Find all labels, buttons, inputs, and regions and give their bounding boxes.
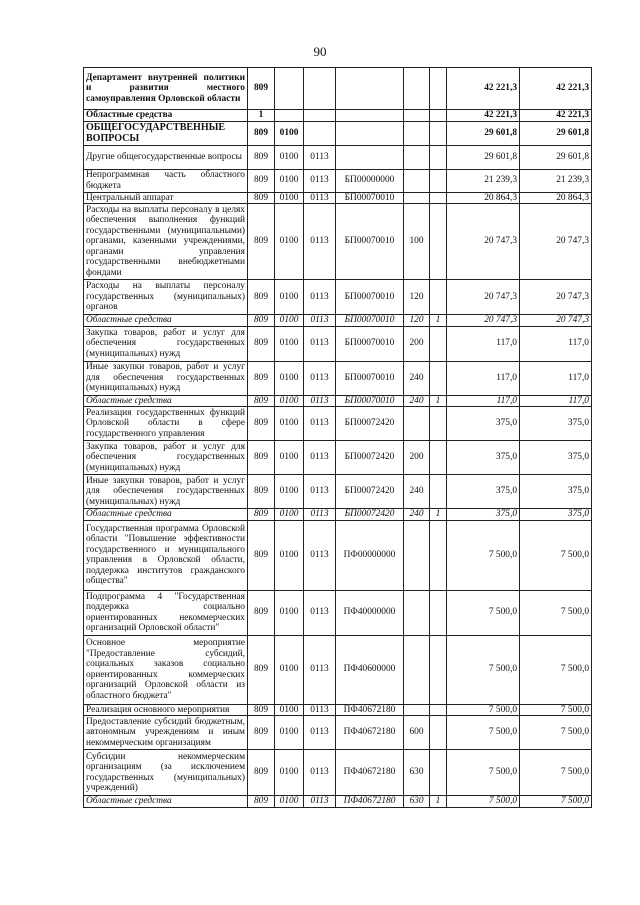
row-sum-2: 7 500,0 xyxy=(520,750,592,796)
row-sum-1: 20 864,3 xyxy=(447,192,520,204)
row-sum-2: 20 864,3 xyxy=(520,192,592,204)
row-sum-2: 375,0 xyxy=(520,441,592,475)
row-rz: 0100 xyxy=(275,407,304,441)
row-vr xyxy=(404,192,430,204)
row-cs: БП00072420 xyxy=(336,441,404,475)
row-name: Другие общегосударственные вопросы xyxy=(84,145,248,169)
row-rz: 0100 xyxy=(275,509,304,521)
row-src xyxy=(430,145,447,169)
row-cs: БП00072420 xyxy=(336,509,404,521)
table-row xyxy=(84,145,592,169)
row-pr: 0113 xyxy=(304,169,336,192)
row-pr: 0113 xyxy=(304,315,336,327)
row-sum-1: 20 747,3 xyxy=(447,280,520,315)
table-row xyxy=(84,520,592,590)
row-pr: 0113 xyxy=(304,635,336,704)
row-sum-2: 20 747,3 xyxy=(520,315,592,327)
row-vr xyxy=(404,704,430,716)
row-ved: 809 xyxy=(248,475,275,509)
row-rz: 0100 xyxy=(275,590,304,635)
row-rz: 0100 xyxy=(275,704,304,716)
row-sum-1: 20 747,3 xyxy=(447,204,520,280)
row-ved: 1 xyxy=(248,110,275,122)
row-rz: 0100 xyxy=(275,169,304,192)
row-sum-1: 375,0 xyxy=(447,475,520,509)
table-row xyxy=(84,280,592,315)
row-sum-1: 29 601,8 xyxy=(447,145,520,169)
row-cs: БП00070010 xyxy=(336,280,404,315)
row-vr: 240 xyxy=(404,509,430,521)
row-ved: 809 xyxy=(248,361,275,395)
row-ved: 809 xyxy=(248,407,275,441)
row-cs xyxy=(336,145,404,169)
row-src: 1 xyxy=(430,315,447,327)
row-src: 1 xyxy=(430,395,447,407)
row-vr: 240 xyxy=(404,395,430,407)
row-ved: 809 xyxy=(248,326,275,361)
row-sum-2: 7 500,0 xyxy=(520,520,592,590)
row-cs: ПФ40672180 xyxy=(336,750,404,796)
row-rz: 0100 xyxy=(275,204,304,280)
row-ved: 809 xyxy=(248,796,275,808)
row-pr: 0113 xyxy=(304,750,336,796)
row-sum-2: 20 747,3 xyxy=(520,280,592,315)
table-row xyxy=(84,326,592,361)
row-sum-1: 117,0 xyxy=(447,326,520,361)
row-name: Областные средства xyxy=(84,315,248,327)
row-cs: ПФ40672180 xyxy=(336,796,404,808)
row-ved: 809 xyxy=(248,704,275,716)
row-vr xyxy=(404,635,430,704)
row-rz: 0100 xyxy=(275,121,304,145)
table-row xyxy=(84,407,592,441)
row-sum-1: 7 500,0 xyxy=(447,716,520,750)
row-src xyxy=(430,169,447,192)
row-sum-1: 7 500,0 xyxy=(447,704,520,716)
row-cs: БП00070010 xyxy=(336,192,404,204)
row-cs: БП00072420 xyxy=(336,475,404,509)
row-vr: 100 xyxy=(404,204,430,280)
row-name: Подпрограмма 4 "Государственная поддержка социально ориентированных некоммерческих организаций Орловской области" xyxy=(84,590,248,635)
row-vr: 600 xyxy=(404,716,430,750)
row-name: ОБЩЕГОСУДАРСТВЕННЫЕ ВОПРОСЫ xyxy=(84,121,248,145)
table-row xyxy=(84,796,592,808)
table-row xyxy=(84,110,592,122)
table-row xyxy=(84,315,592,327)
row-src xyxy=(430,520,447,590)
row-rz xyxy=(275,68,304,110)
table-row xyxy=(84,121,592,145)
row-rz: 0100 xyxy=(275,326,304,361)
row-sum-2: 375,0 xyxy=(520,475,592,509)
row-cs: ПФ40672180 xyxy=(336,704,404,716)
row-pr xyxy=(304,110,336,122)
row-sum-1: 7 500,0 xyxy=(447,590,520,635)
row-sum-1: 42 221,3 xyxy=(447,110,520,122)
row-rz xyxy=(275,110,304,122)
row-sum-2: 42 221,3 xyxy=(520,68,592,110)
table-row xyxy=(84,750,592,796)
row-src xyxy=(430,750,447,796)
table-row xyxy=(84,590,592,635)
row-cs: ПФ00000000 xyxy=(336,520,404,590)
row-cs xyxy=(336,121,404,145)
row-rz: 0100 xyxy=(275,635,304,704)
row-sum-1: 42 221,3 xyxy=(447,68,520,110)
row-sum-1: 7 500,0 xyxy=(447,520,520,590)
row-cs: БП00070010 xyxy=(336,204,404,280)
row-src xyxy=(430,475,447,509)
row-src xyxy=(430,326,447,361)
row-vr xyxy=(404,590,430,635)
table-row xyxy=(84,441,592,475)
table-row xyxy=(84,68,592,110)
row-rz: 0100 xyxy=(275,796,304,808)
row-vr: 630 xyxy=(404,750,430,796)
row-cs: БП00070010 xyxy=(336,361,404,395)
row-sum-2: 7 500,0 xyxy=(520,635,592,704)
row-name: Закупка товаров, работ и услуг для обеспечения государственных (муниципальных) нужд xyxy=(84,326,248,361)
row-cs: ПФ40000000 xyxy=(336,590,404,635)
row-name: Центральный аппарат xyxy=(84,192,248,204)
row-cs: ПФ40600000 xyxy=(336,635,404,704)
row-pr: 0113 xyxy=(304,475,336,509)
row-ved: 809 xyxy=(248,716,275,750)
row-cs: БП00070010 xyxy=(336,326,404,361)
row-name: Основное мероприятие "Предоставление субсидий, социальных заказов социально ориентированных коммерческих организаций Орловской области из областного бюджета" xyxy=(84,635,248,704)
row-vr xyxy=(404,121,430,145)
row-sum-1: 7 500,0 xyxy=(447,635,520,704)
row-sum-2: 42 221,3 xyxy=(520,110,592,122)
row-sum-2: 7 500,0 xyxy=(520,796,592,808)
table-row xyxy=(84,192,592,204)
row-pr: 0113 xyxy=(304,204,336,280)
row-rz: 0100 xyxy=(275,441,304,475)
row-pr: 0113 xyxy=(304,395,336,407)
row-ved: 809 xyxy=(248,169,275,192)
row-rz: 0100 xyxy=(275,315,304,327)
row-name: Субсидии некоммерческим организациям (за исключением государственных (муниципальных) учреждений) xyxy=(84,750,248,796)
row-pr: 0113 xyxy=(304,796,336,808)
row-sum-1: 7 500,0 xyxy=(447,796,520,808)
table-row xyxy=(84,204,592,280)
row-src xyxy=(430,716,447,750)
row-rz: 0100 xyxy=(275,395,304,407)
row-ved: 809 xyxy=(248,315,275,327)
row-ved: 809 xyxy=(248,520,275,590)
row-ved: 809 xyxy=(248,635,275,704)
row-cs xyxy=(336,110,404,122)
row-ved: 809 xyxy=(248,204,275,280)
row-ved: 809 xyxy=(248,192,275,204)
row-name: Иные закупки товаров, работ и услуг для обеспечения государственных (муниципальных) нужд xyxy=(84,475,248,509)
row-name: Областные средства xyxy=(84,796,248,808)
row-src xyxy=(430,121,447,145)
row-sum-2: 117,0 xyxy=(520,395,592,407)
row-vr xyxy=(404,145,430,169)
row-sum-1: 117,0 xyxy=(447,361,520,395)
row-rz: 0100 xyxy=(275,192,304,204)
table-row xyxy=(84,361,592,395)
row-pr: 0113 xyxy=(304,520,336,590)
row-cs: ПФ40672180 xyxy=(336,716,404,750)
row-ved: 809 xyxy=(248,395,275,407)
row-sum-1: 20 747,3 xyxy=(447,315,520,327)
row-src xyxy=(430,280,447,315)
row-name: Иные закупки товаров, работ и услуг для обеспечения государственных (муниципальных) нужд xyxy=(84,361,248,395)
budget-table xyxy=(83,67,592,808)
row-vr: 120 xyxy=(404,315,430,327)
row-sum-2: 117,0 xyxy=(520,326,592,361)
row-cs: БП00000000 xyxy=(336,169,404,192)
row-pr xyxy=(304,121,336,145)
row-pr: 0113 xyxy=(304,441,336,475)
row-name: Государственная программа Орловской области "Повышение эффективности государственного и муниципального управления в Орловской области, поддержка институтов гражданского общества" xyxy=(84,520,248,590)
row-rz: 0100 xyxy=(275,475,304,509)
row-src xyxy=(430,110,447,122)
row-vr: 120 xyxy=(404,280,430,315)
row-sum-1: 375,0 xyxy=(447,441,520,475)
row-pr: 0113 xyxy=(304,704,336,716)
row-sum-2: 7 500,0 xyxy=(520,716,592,750)
row-name: Расходы на выплаты персоналу государственных (муниципальных) органов xyxy=(84,280,248,315)
table-row xyxy=(84,395,592,407)
row-sum-2: 375,0 xyxy=(520,509,592,521)
row-name: Реализация основного мероприятия xyxy=(84,704,248,716)
row-pr: 0113 xyxy=(304,145,336,169)
table-row xyxy=(84,716,592,750)
row-name: Областные средства xyxy=(84,395,248,407)
row-ved: 809 xyxy=(248,121,275,145)
row-vr xyxy=(404,520,430,590)
row-pr: 0113 xyxy=(304,509,336,521)
row-cs xyxy=(336,68,404,110)
row-ved: 809 xyxy=(248,68,275,110)
row-pr: 0113 xyxy=(304,280,336,315)
row-sum-2: 117,0 xyxy=(520,361,592,395)
table-row xyxy=(84,169,592,192)
row-vr: 630 xyxy=(404,796,430,808)
row-vr: 200 xyxy=(404,326,430,361)
row-src xyxy=(430,590,447,635)
row-cs: БП00070010 xyxy=(336,315,404,327)
row-ved: 809 xyxy=(248,509,275,521)
table-row xyxy=(84,475,592,509)
row-vr: 200 xyxy=(404,441,430,475)
row-src xyxy=(430,407,447,441)
row-name: Предоставление субсидий бюджетным, автономным учреждениям и иным некоммерческим организациям xyxy=(84,716,248,750)
row-rz: 0100 xyxy=(275,520,304,590)
row-sum-2: 29 601,8 xyxy=(520,121,592,145)
row-pr: 0113 xyxy=(304,716,336,750)
table-row xyxy=(84,509,592,521)
row-vr xyxy=(404,68,430,110)
row-sum-2: 375,0 xyxy=(520,407,592,441)
row-src xyxy=(430,361,447,395)
row-vr xyxy=(404,110,430,122)
row-sum-2: 7 500,0 xyxy=(520,704,592,716)
row-sum-2: 29 601,8 xyxy=(520,145,592,169)
row-pr: 0113 xyxy=(304,192,336,204)
row-src xyxy=(430,441,447,475)
row-sum-1: 375,0 xyxy=(447,509,520,521)
row-src xyxy=(430,68,447,110)
row-pr xyxy=(304,68,336,110)
row-pr: 0113 xyxy=(304,326,336,361)
row-ved: 809 xyxy=(248,441,275,475)
row-rz: 0100 xyxy=(275,280,304,315)
row-src xyxy=(430,704,447,716)
row-vr: 240 xyxy=(404,475,430,509)
row-ved: 809 xyxy=(248,145,275,169)
row-sum-1: 7 500,0 xyxy=(447,750,520,796)
row-ved: 809 xyxy=(248,280,275,315)
row-name: Непрограммная часть областного бюджета xyxy=(84,169,248,192)
row-src: 1 xyxy=(430,796,447,808)
row-cs: БП00072420 xyxy=(336,407,404,441)
row-rz: 0100 xyxy=(275,716,304,750)
row-sum-1: 29 601,8 xyxy=(447,121,520,145)
row-rz: 0100 xyxy=(275,361,304,395)
row-sum-1: 21 239,3 xyxy=(447,169,520,192)
row-name: Расходы на выплаты персоналу в целях обеспечения выполнения функций государственными (муниципальными) органами, казенными учреждениями, органами управления государственными внебюджетными фондами xyxy=(84,204,248,280)
row-sum-1: 375,0 xyxy=(447,407,520,441)
row-ved: 809 xyxy=(248,750,275,796)
row-rz: 0100 xyxy=(275,750,304,796)
row-pr: 0113 xyxy=(304,590,336,635)
table-row xyxy=(84,635,592,704)
row-src: 1 xyxy=(430,509,447,521)
row-vr xyxy=(404,169,430,192)
row-name: Реализация государственных функций Орловской области в сфере государственного управления xyxy=(84,407,248,441)
row-vr: 240 xyxy=(404,361,430,395)
row-sum-2: 20 747,3 xyxy=(520,204,592,280)
row-rz: 0100 xyxy=(275,145,304,169)
row-sum-2: 21 239,3 xyxy=(520,169,592,192)
row-name: Областные средства xyxy=(84,110,248,122)
row-vr xyxy=(404,407,430,441)
row-sum-2: 7 500,0 xyxy=(520,590,592,635)
row-pr: 0113 xyxy=(304,407,336,441)
row-name: Областные средства xyxy=(84,509,248,521)
table-row xyxy=(84,704,592,716)
row-name: Закупка товаров, работ и услуг для обеспечения государственных (муниципальных) нужд xyxy=(84,441,248,475)
row-name: Департамент внутренней политики и развития местного самоуправления Орловской области xyxy=(84,68,248,110)
row-src xyxy=(430,635,447,704)
row-src xyxy=(430,204,447,280)
row-ved: 809 xyxy=(248,590,275,635)
row-src xyxy=(430,192,447,204)
row-sum-1: 117,0 xyxy=(447,395,520,407)
row-cs: БП00070010 xyxy=(336,395,404,407)
row-pr: 0113 xyxy=(304,361,336,395)
page-number: 90 xyxy=(313,44,327,59)
